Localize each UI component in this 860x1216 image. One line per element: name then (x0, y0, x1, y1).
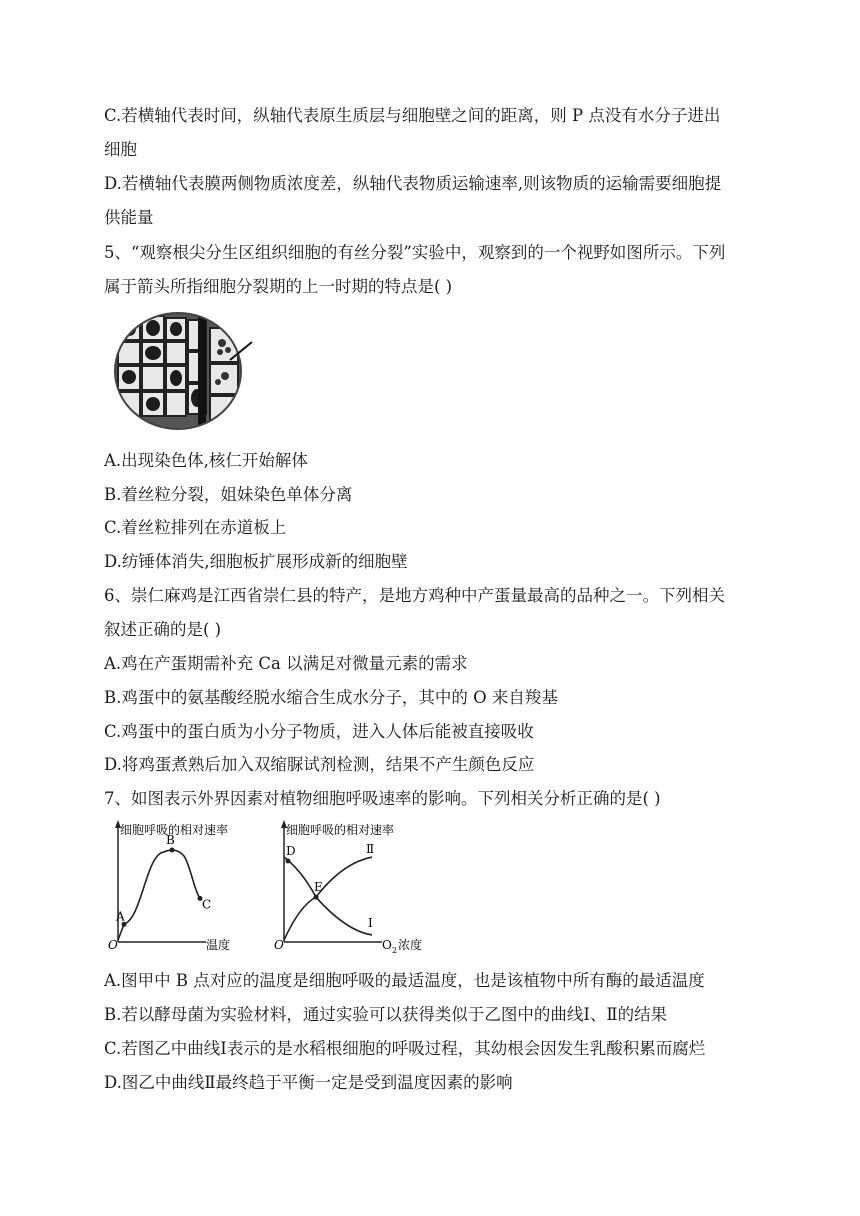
chart-yi (266, 818, 436, 958)
micrograph-image (112, 310, 254, 432)
point-label-e: E (314, 880, 323, 895)
q5-option-a: A.出现染色体,核仁开始解体 (104, 451, 308, 470)
point-label-a: A (116, 909, 125, 924)
q5-option-d: D.纺锤体消失,细胞板扩展形成新的细胞壁 (104, 552, 408, 571)
q4-option-d-line1: D.若横轴代表膜两侧物质浓度差，纵轴代表物质运输速率,则该物质的运输需要细胞提 (104, 174, 722, 193)
q4-option-c-line1: C.若横轴代表时间，纵轴代表原生质层与细胞壁之间的距离，则 P 点没有水分子进出 (104, 106, 721, 125)
q4-option-d-line2: 供能量 (104, 208, 154, 227)
series-label-1: Ⅰ (368, 915, 373, 930)
q7-stem: 7、如图表示外界因素对植物细胞呼吸速率的影响。下列相关分析正确的是( ) (104, 789, 661, 808)
x-axis-label-sub: 2 (392, 946, 398, 955)
x-axis-label: 温度 (206, 938, 231, 952)
x-axis-label-rest: 浓度 (398, 938, 423, 952)
q6-stem-line2: 叙述正确的是( ) (104, 620, 222, 639)
q5-option-b: B.着丝粒分裂，姐妹染色单体分离 (104, 485, 353, 504)
q4-option-c-line2: 细胞 (104, 140, 137, 159)
q6-stem-line1: 6、崇仁麻鸡是江西省崇仁县的特产，是地方鸡种中产蛋量最高的品种之一。下列相关 (104, 586, 725, 605)
q5-option-c: C.着丝粒排列在赤道板上 (104, 518, 287, 537)
x-axis-label-main: O (382, 938, 392, 952)
point-label-d: D (286, 844, 296, 859)
curve-line (118, 850, 200, 940)
y-axis-label: 细胞呼吸的相对速率 (120, 823, 229, 837)
data-point-e (314, 895, 319, 900)
q7-option-a: A.图甲中 B 点对应的温度是细胞呼吸的最适温度，也是该植物中所有酶的最适温度 (104, 971, 705, 990)
point-label-b: B (166, 832, 175, 847)
series-label-2: Ⅱ (366, 842, 375, 857)
q7-option-d: D.图乙中曲线Ⅱ最终趋于平衡一定是受到温度因素的影响 (104, 1073, 513, 1092)
q7-option-b: B.若以酵母菌为实验材料，通过实验可以获得类似于乙图中的曲线Ⅰ、Ⅱ的结果 (104, 1005, 668, 1024)
data-point-d (286, 859, 291, 864)
q5-stem-line2: 属于箭头所指细胞分裂期的上一时期的特点是( ) (104, 277, 453, 296)
point-label-c: C (202, 897, 212, 912)
chart-jia (102, 818, 262, 958)
origin-label: O (274, 938, 284, 952)
y-axis-label: 细胞呼吸的相对速率 (286, 823, 395, 837)
curve-1 (284, 857, 372, 935)
data-point-b (170, 847, 175, 852)
q6-option-a: A.鸡在产蛋期需补充 Ca 以满足对微量元素的需求 (104, 654, 468, 673)
q5-stem-line1: 5、“观察根尖分生区组织细胞的有丝分裂”实验中，观察到的一个视野如图所示。下列 (104, 243, 726, 262)
q6-option-d: D.将鸡蛋煮熟后加入双缩脲试剂检测，结果不产生颜色反应 (104, 755, 535, 774)
q7-option-c: C.若图乙中曲线Ⅰ表示的是水稻根细胞的呼吸过程，其幼根会因发生乳酸积累而腐烂 (104, 1039, 706, 1058)
q6-option-c: C.鸡蛋中的蛋白质为小分子物质，进入人体后能被直接吸收 (104, 722, 534, 741)
origin-label: O (108, 938, 118, 952)
q6-option-b: B.鸡蛋中的氨基酸经脱水缩合生成水分子，其中的 O 来自羧基 (104, 688, 558, 707)
